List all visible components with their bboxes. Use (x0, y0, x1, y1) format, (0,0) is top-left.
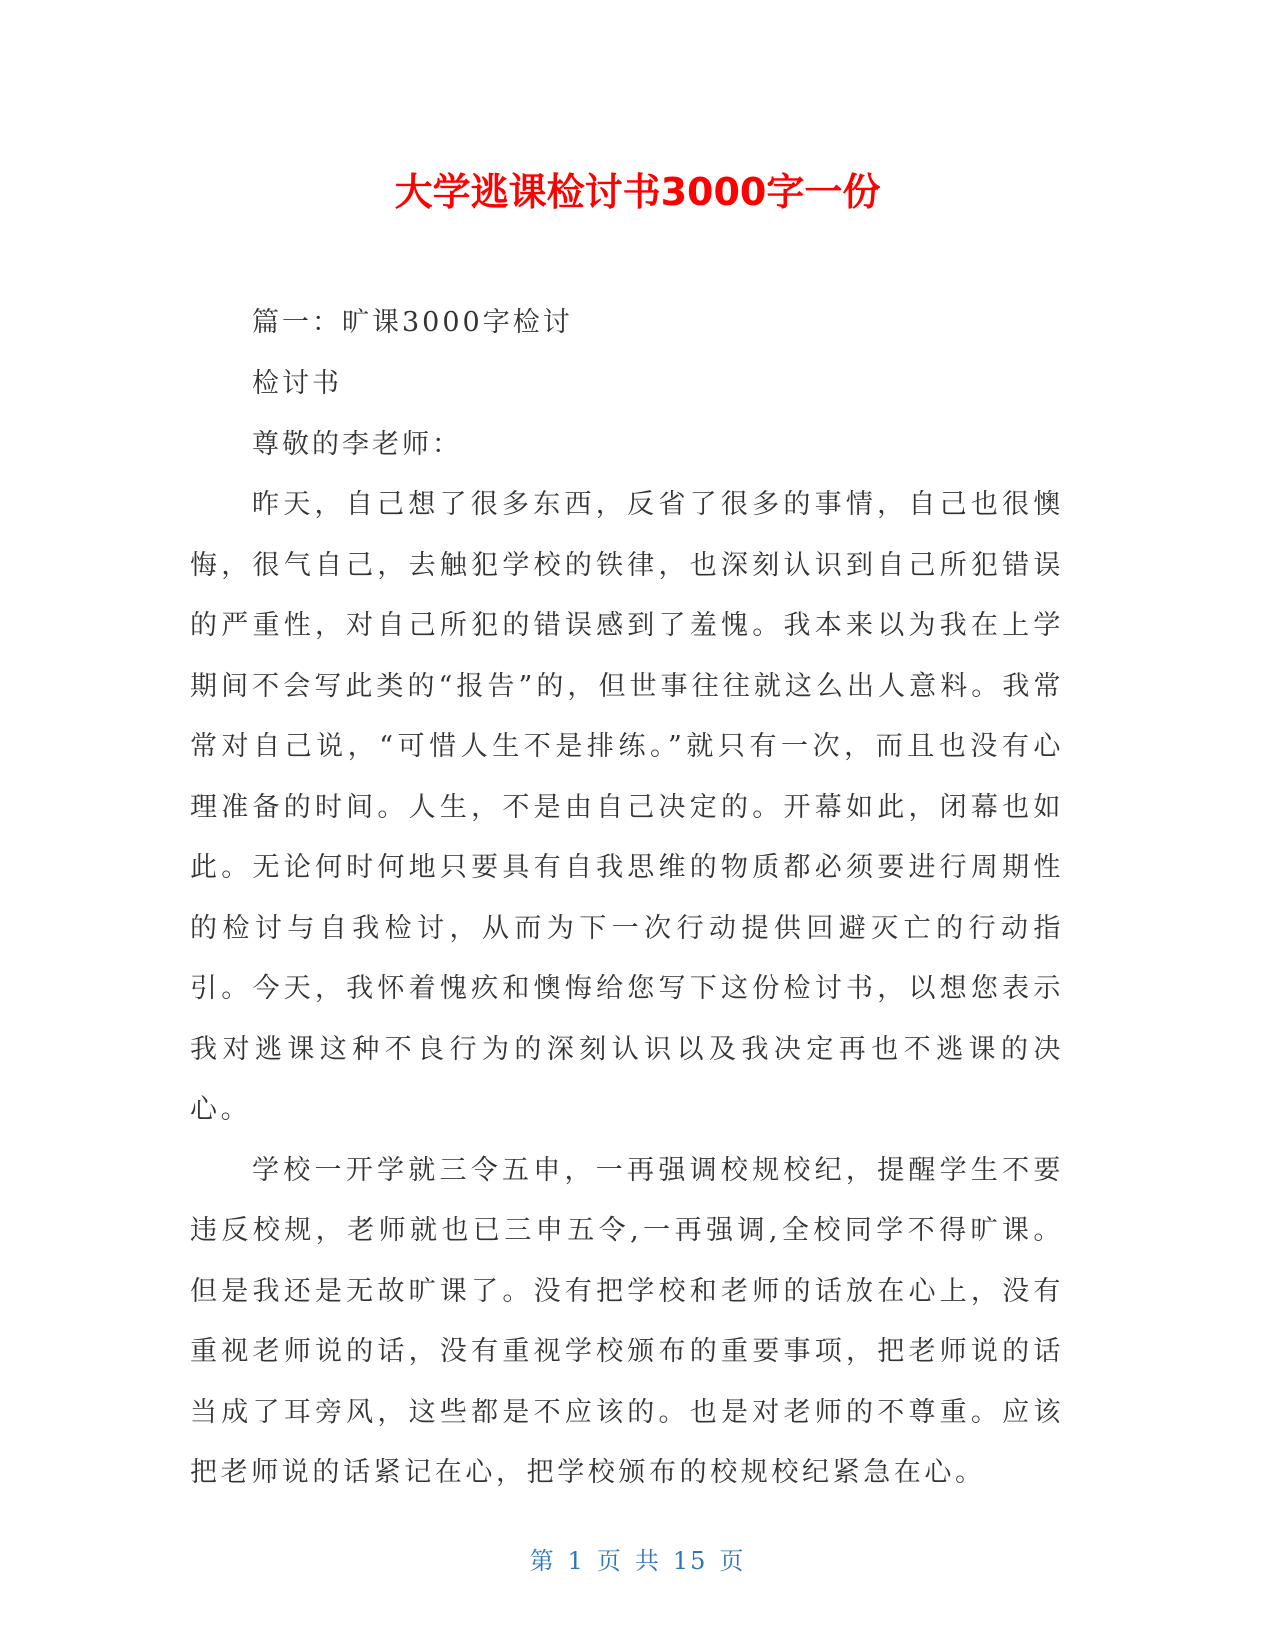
footer-total-suffix: 页 (719, 1547, 746, 1575)
footer-total-prefix: 共 (634, 1547, 661, 1575)
salutation: 尊敬的李老师： (252, 429, 462, 460)
footer-page-word: 页 (596, 1547, 623, 1575)
page-number-footer (0, 1546, 1275, 1576)
footer-prefix: 第 (529, 1547, 556, 1575)
document-body (190, 292, 1064, 1504)
section-heading: 篇一：旷课3000字检讨 (252, 307, 573, 338)
footer-total-pages: 15 (672, 1547, 708, 1575)
document-title: 大学逃课检讨书3000字一份 (394, 170, 881, 214)
paragraph-2: 学校一开学就三令五申，一再强调校规校纪，提醒学生不要违反校规，老师就也已三申五令,一再强调,全校同学不得旷课。但是我还是无故旷课了。没有把学校和老师的话放在心上，没有重视老师说的话，没有重视学校颁布的重要事项，把老师说的话当成了耳旁风，这些都是不应该的。也是对老师的不尊重。应该把老师说的话紧记在心，把学校颁布的校规校纪紧急在心。 (190, 1154, 1064, 1488)
footer-current-page: 1 (567, 1547, 585, 1575)
paragraph-1: 昨天，自己想了很多东西，反省了很多的事情，自己也很懊悔，很气自己，去触犯学校的铁律，也深刻认识到自己所犯错误的严重性，对自己所犯的错误感到了羞愧。我本来以为我在上学期间不会写此类的“报告”的，但世事往往就这么出人意料。我常常对自己说，“可惜人生不是排练。”就只有一次，而且也没有心理准备的时间。人生，不是由自己决定的。开幕如此，闭幕也如此。无论何时何地只要具有自我思维的物质都必须要进行周期性的检讨与自我检讨，从而为下一次行动提供回避灭亡的行动指引。今天，我怀着愧疚和懊悔给您写下这份检讨书，以想您表示我对逃课这种不良行为的深刻认识以及我决定再也不逃课的决心。 (190, 489, 1064, 1125)
document-label: 检讨书 (252, 368, 342, 399)
